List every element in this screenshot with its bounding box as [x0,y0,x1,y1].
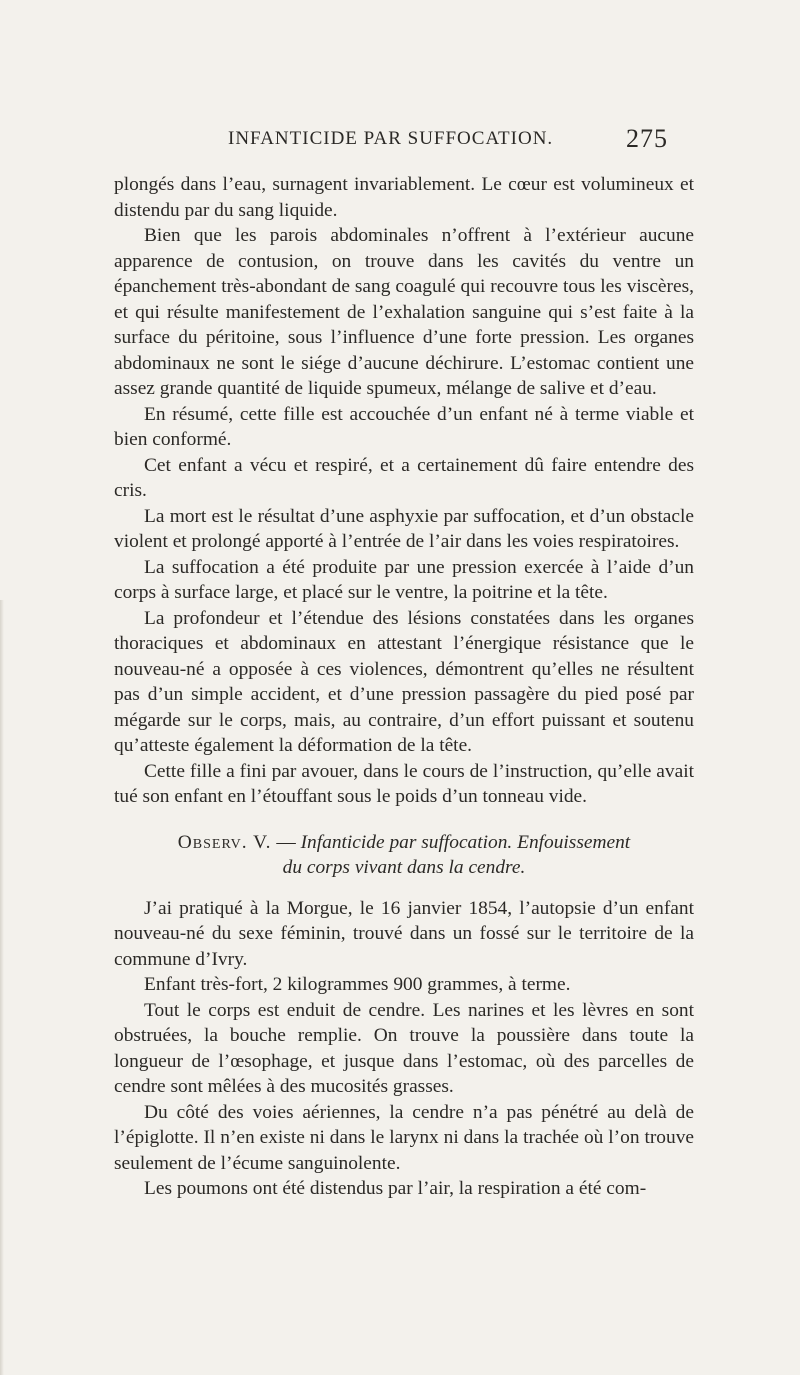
paragraph: Cette fille a fini par avouer, dans le cours de l’instruction, qu’elle avait tué son enfant en l’étouffant sous le poids d’un tonneau vide. [114,760,694,807]
page-edge-shadow [0,600,4,1375]
observation-label: Observ. V. [177,831,272,853]
paragraph: Du côté des voies aériennes, la cendre n’a pas pénétré au delà de l’épiglotte. Il n’en existe ni dans le larynx ni dans la trachée où l’on trouve seulement de l’écume sanguinolente. [114,1101,694,1174]
page-header [228,124,668,158]
paragraph: Enfant très-fort, 2 kilogrammes 900 grammes, à terme. [144,974,571,995]
paragraph: J’ai pratiqué à la Morgue, le 16 janvier 1854, l’autopsie d’un enfant nouveau-né du sexe féminin, trouvé dans un fossé sur le territoire de la commune d’Ivry. [114,897,694,970]
observation-heading [114,830,694,880]
paragraph: Bien que les parois abdominales n’offrent à l’extérieur aucune apparence de contusion, on trouve dans les cavités du ventre un épanchement très-abondant de sang coagulé qui recouvre tous les viscères, et qui résulte manifestement de l’exhalation sanguine qui s’est faite à la surface du péritoine, sous l’influence d’une forte pression. Les organes abdominaux ne sont le siége d’aucune déchirure. L’estomac contient une assez grande quantité de liquide spumeux, mélange de salive et d’eau. [114,225,694,399]
observation-dash: — [276,831,296,853]
paragraph: En résumé, cette fille est accouchée d’un enfant né à terme viable et bien conformé. [114,403,694,450]
running-title: INFANTICIDE PAR SUFFOCATION. [228,128,554,149]
paragraph: La profondeur et l’étendue des lésions constatées dans les organes thoraciques et abdominaux en attestant l’énergique résistance que le nouveau-né a opposée à ces violences, démontrent qu’elles ne résultent pas d’un simple accident, et d’une pression passagère du pied posé par mégarde sur le corps, mais, au contraire, d’un effort puissant et soutenu qu’atteste également la déformation de la tête. [114,607,694,756]
paragraph: plongés dans l’eau, surnagent invariablement. Le cœur est volumineux et distendu par du sang liquide. [114,174,694,221]
observation-title-line1: Infanticide par suffocation. Enfouissement [300,831,631,853]
paragraph: Tout le corps est enduit de cendre. Les narines et les lèvres en sont obstruées, la bouche remplie. On trouve la poussière dans toute la longueur de l’œsophage, et jusque dans l’estomac, où des parcelles de cendre sont mêlées à des mucosités grasses. [114,999,694,1097]
paragraph: Cet enfant a vécu et respiré, et a certainement dû faire entendre des cris. [114,454,694,501]
paragraph: La suffocation a été produite par une pression exercée à l’aide d’un corps à surface large, et placé sur le ventre, la poitrine et la tête. [114,556,694,603]
paragraph: Les poumons ont été distendus par l’air, la respiration a été com- [144,1178,647,1199]
paragraph: La mort est le résultat d’une asphyxie par suffocation, et d’un obstacle violent et prolongé apporté à l’entrée de l’air dans les voies respiratoires. [114,505,694,552]
observation-title-line2: du corps vivant dans la cendre. [282,856,526,878]
body-text [114,172,694,1202]
page-number: 275 [626,124,668,153]
